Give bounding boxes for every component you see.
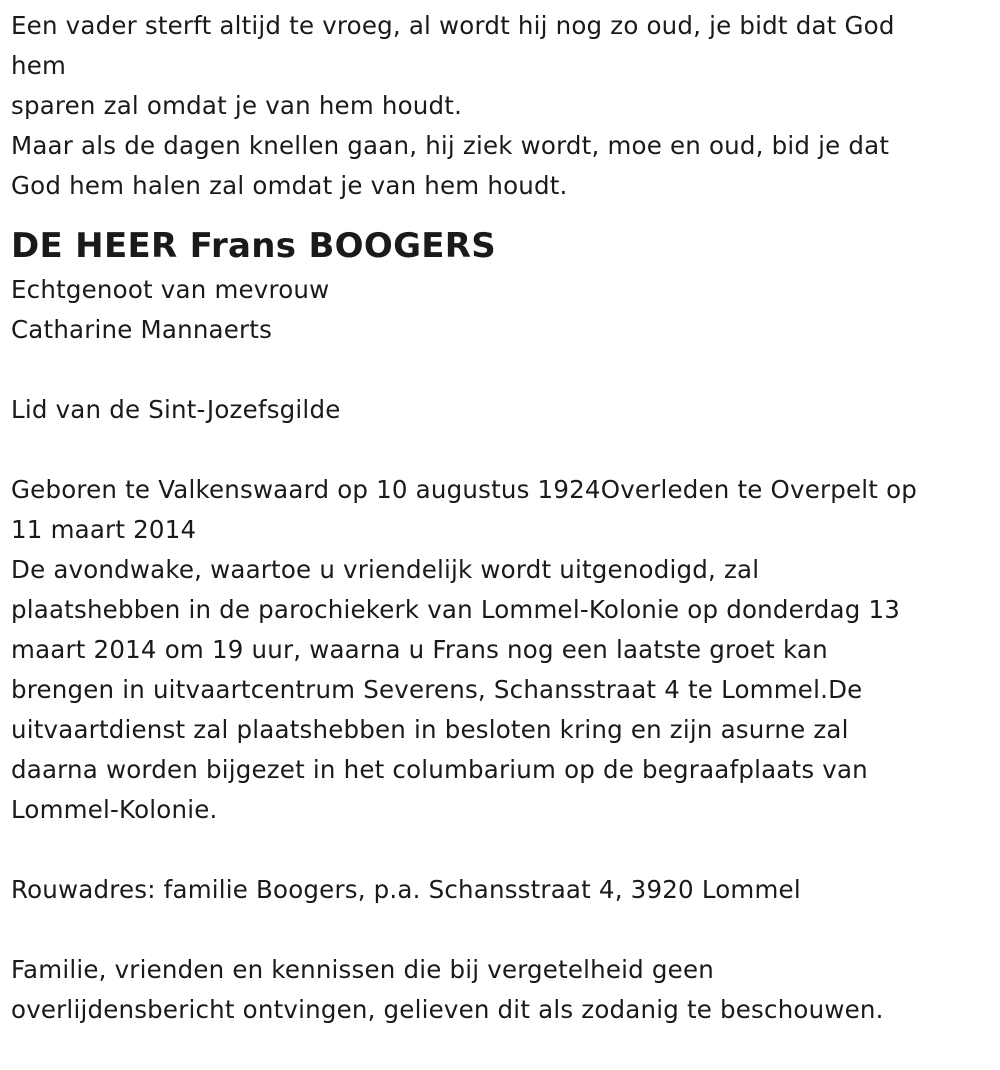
poem-line: God hem halen zal omdat je van hem houdt. [11,171,568,200]
spouse-line: Echtgenoot van mevrouw [11,275,330,304]
membership: Lid van de Sint-Jozefsgilde [11,395,341,424]
spacer [11,430,986,470]
mourning-address: Rouwadres: familie Boogers, p.a. Schansstraat 4, 3920 Lommel [11,875,801,904]
details-line: maart 2014 om 19 uur, waarna u Frans nog een laatste groet kan [11,635,828,664]
details-line: Lommel-Kolonie. [11,795,218,824]
poem-line: Een vader sterft altijd te vroeg, al wordt hij nog zo oud, je bidt dat God [11,11,895,40]
details-line: Geboren te Valkenswaard op 10 augustus 1924Overleden te Overpelt op [11,475,918,504]
closing-line: overlijdensbericht ontvingen, gelieven dit als zodanig te beschouwen. [11,995,884,1024]
spacer [11,830,986,870]
closing-paragraph [11,950,986,1030]
spacer [11,350,986,390]
poem-line: Maar als de dagen knellen gaan, hij ziek wordt, moe en oud, bid je dat [11,131,890,160]
details-line: brengen in uitvaartcentrum Severens, Schansstraat 4 te Lommel.De [11,675,863,704]
poem [11,6,986,206]
obituary-notice [11,6,986,1030]
details-line: plaatshebben in de parochiekerk van Lommel-Kolonie op donderdag 13 [11,595,901,624]
closing-line: Familie, vrienden en kennissen die bij vergetelheid geen [11,955,714,984]
poem-line: sparen zal omdat je van hem houdt. [11,91,463,120]
poem-line: hem [11,51,67,80]
details-line: 11 maart 2014 [11,515,197,544]
details-line: daarna worden bijgezet in het columbarium op de begraafplaats van [11,755,868,784]
details-paragraph [11,470,986,830]
spacer [11,910,986,950]
spouse-name: Catharine Mannaerts [11,315,273,344]
deceased-name: DE HEER Frans BOOGERS [11,226,497,266]
details-line: De avondwake, waartoe u vriendelijk wordt uitgenodigd, zal [11,555,760,584]
details-line: uitvaartdienst zal plaatshebben in besloten kring en zijn asurne zal [11,715,849,744]
